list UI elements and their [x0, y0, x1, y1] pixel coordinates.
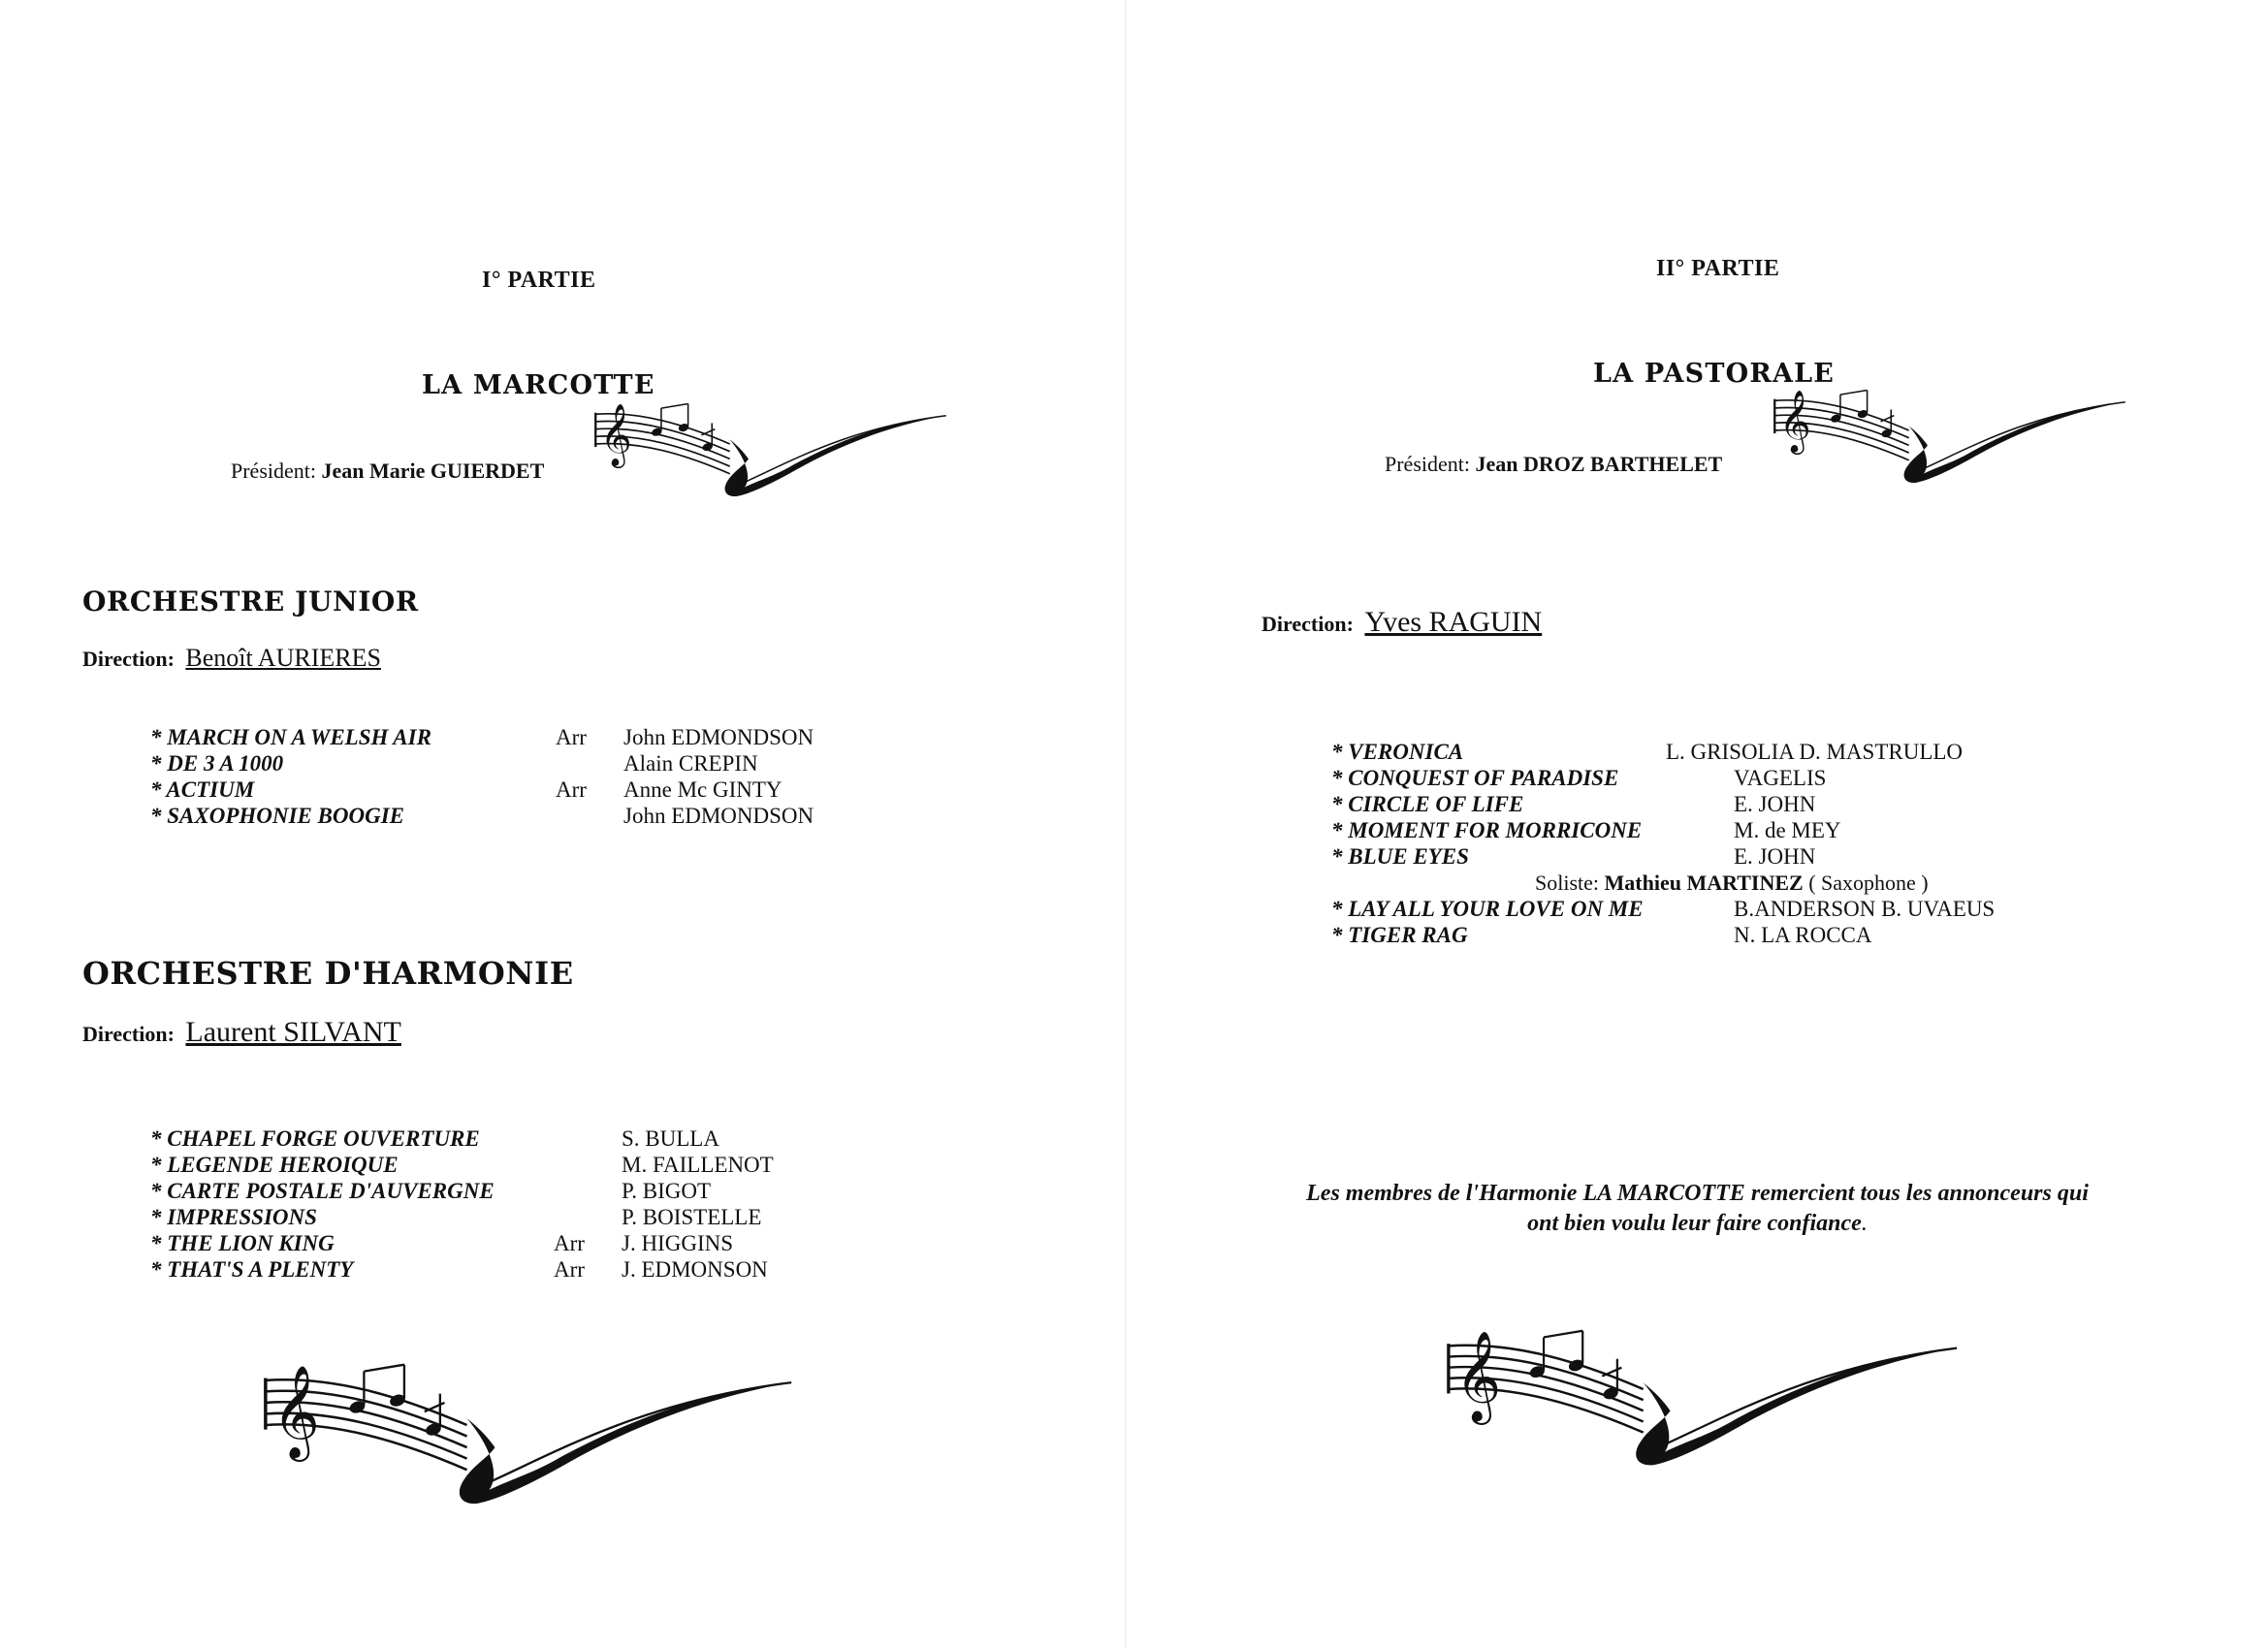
- thanks-line-1: Les membres de l'Harmonie LA MARCOTTE remercient tous les annonceurs qui: [1306, 1181, 2089, 1206]
- thanks-line-2-text: ont bien voulu leur faire confiance: [1527, 1211, 1862, 1236]
- partie-heading: II° PARTIE: [1656, 256, 1780, 281]
- program-row: [150, 1179, 878, 1205]
- piece-title: * MOMENT FOR MORRICONE: [1331, 818, 1643, 842]
- thanks-message: [1126, 1179, 2268, 1239]
- section-title-harmonie: ORCHESTRE D'HARMONIE: [82, 955, 574, 992]
- composer-name: N. LA ROCCA: [1734, 923, 1872, 947]
- program-row: [1331, 740, 2088, 766]
- piece-title: * DE 3 A 1000: [150, 751, 284, 776]
- program-row: [1331, 897, 2088, 923]
- president-label: Président:: [231, 459, 316, 483]
- program-row: [150, 751, 878, 777]
- direction-junior: [82, 644, 381, 673]
- program-row: [150, 725, 878, 751]
- direction-label: Direction:: [82, 647, 175, 671]
- soloist-instrument: ( Saxophone ): [1808, 871, 1929, 895]
- program-row: [150, 1153, 878, 1179]
- piece-title: * ACTIUM: [150, 777, 255, 802]
- conductor-name: Laurent SILVANT: [185, 1016, 401, 1048]
- right-page: [1125, 0, 2268, 1648]
- program-row: [1331, 844, 2088, 871]
- program-row: [1331, 766, 2088, 792]
- composer-name: B.ANDERSON B. UVAEUS: [1734, 897, 1996, 921]
- piece-title: * IMPRESSIONS: [150, 1205, 317, 1229]
- soloist-row: [1331, 871, 2088, 897]
- president-label: Président:: [1385, 452, 1470, 476]
- program-row: [1331, 818, 2088, 844]
- soloist-label: Soliste:: [1535, 871, 1600, 895]
- arranger-tag: Arr: [556, 725, 587, 749]
- direction-label: Direction:: [82, 1022, 175, 1046]
- arranger-tag: Arr: [554, 1231, 585, 1255]
- music-staff-icon: [238, 1367, 819, 1512]
- composer-name: Anne Mc GINTY: [623, 777, 783, 802]
- piece-title: * CIRCLE OF LIFE: [1331, 792, 1524, 816]
- program-row: [150, 1126, 878, 1153]
- piece-title: * TIGER RAG: [1331, 923, 1468, 947]
- composer-name: J. EDMONSON: [622, 1257, 768, 1282]
- composer-name: P. BOISTELLE: [622, 1205, 762, 1229]
- composer-name: John EDMONDSON: [623, 804, 815, 828]
- piece-title: * THAT'S A PLENTY: [150, 1257, 354, 1282]
- composer-name: L. GRISOLIA D. MASTRULLO: [1666, 740, 1964, 764]
- program-row: [1331, 792, 2088, 818]
- thanks-period: .: [1861, 1211, 1868, 1236]
- composer-name: Alain CREPIN: [623, 751, 758, 776]
- music-staff-icon: [1741, 392, 2158, 489]
- piece-title: * LAY ALL YOUR LOVE ON ME: [1331, 897, 1644, 921]
- direction-pastorale: [1262, 606, 1542, 639]
- program-list-harmonie: [150, 1126, 878, 1284]
- partie-heading: I° PARTIE: [482, 268, 596, 293]
- program-row: [150, 777, 878, 804]
- program-row: [150, 1205, 878, 1231]
- composer-name: VAGELIS: [1734, 766, 1827, 790]
- soloist-line: [1535, 871, 1929, 896]
- piece-title: * CARTE POSTALE D'AUVERGNE: [150, 1179, 495, 1203]
- piece-title: * VERONICA: [1331, 740, 1464, 764]
- conductor-name: Benoît AURIERES: [185, 644, 381, 672]
- direction-label: Direction:: [1262, 612, 1354, 636]
- soloist-name: Mathieu MARTINEZ: [1604, 871, 1804, 895]
- piece-title: * MARCH ON A WELSH AIR: [150, 725, 431, 749]
- composer-name: S. BULLA: [622, 1126, 719, 1151]
- section-title-junior: ORCHESTRE JUNIOR: [82, 586, 419, 618]
- composer-name: E. JOHN: [1734, 792, 1816, 816]
- composer-name: M. de MEY: [1734, 818, 1841, 842]
- music-staff-icon: [1421, 1333, 1984, 1474]
- composer-name: M. FAILLENOT: [622, 1153, 774, 1177]
- president-name: Jean Marie GUIERDET: [321, 459, 545, 483]
- arranger-tag: Arr: [556, 777, 587, 802]
- president-line: [1385, 452, 1722, 477]
- band-name: LA PASTORALE: [1593, 359, 1836, 389]
- piece-title: * THE LION KING: [150, 1231, 335, 1255]
- piece-title: * CHAPEL FORGE OUVERTURE: [150, 1126, 480, 1151]
- program-row: [1331, 923, 2088, 949]
- arranger-tag: Arr: [554, 1257, 585, 1282]
- direction-harmonie: [82, 1016, 401, 1049]
- president-name: Jean DROZ BARTHELET: [1475, 452, 1723, 476]
- program-row: [150, 1257, 878, 1284]
- music-staff-icon: [562, 405, 979, 502]
- piece-title: * BLUE EYES: [1331, 844, 1469, 869]
- program-list-junior: [150, 725, 878, 830]
- piece-title: * CONQUEST OF PARADISE: [1331, 766, 1619, 790]
- thanks-line-2: [1126, 1209, 2268, 1239]
- piece-title: * SAXOPHONIE BOOGIE: [150, 804, 404, 828]
- piece-title: * LEGENDE HEROIQUE: [150, 1153, 399, 1177]
- program-row: [150, 804, 878, 830]
- program-row: [150, 1231, 878, 1257]
- composer-name: P. BIGOT: [622, 1179, 712, 1203]
- composer-name: E. JOHN: [1734, 844, 1816, 869]
- composer-name: John EDMONDSON: [623, 725, 815, 749]
- president-line: [231, 459, 544, 484]
- composer-name: J. HIGGINS: [622, 1231, 733, 1255]
- conductor-name: Yves RAGUIN: [1364, 606, 1543, 638]
- program-list-pastorale: [1331, 740, 2088, 949]
- left-page: [0, 0, 1125, 1648]
- band-name: LA MARCOTTE: [422, 370, 655, 400]
